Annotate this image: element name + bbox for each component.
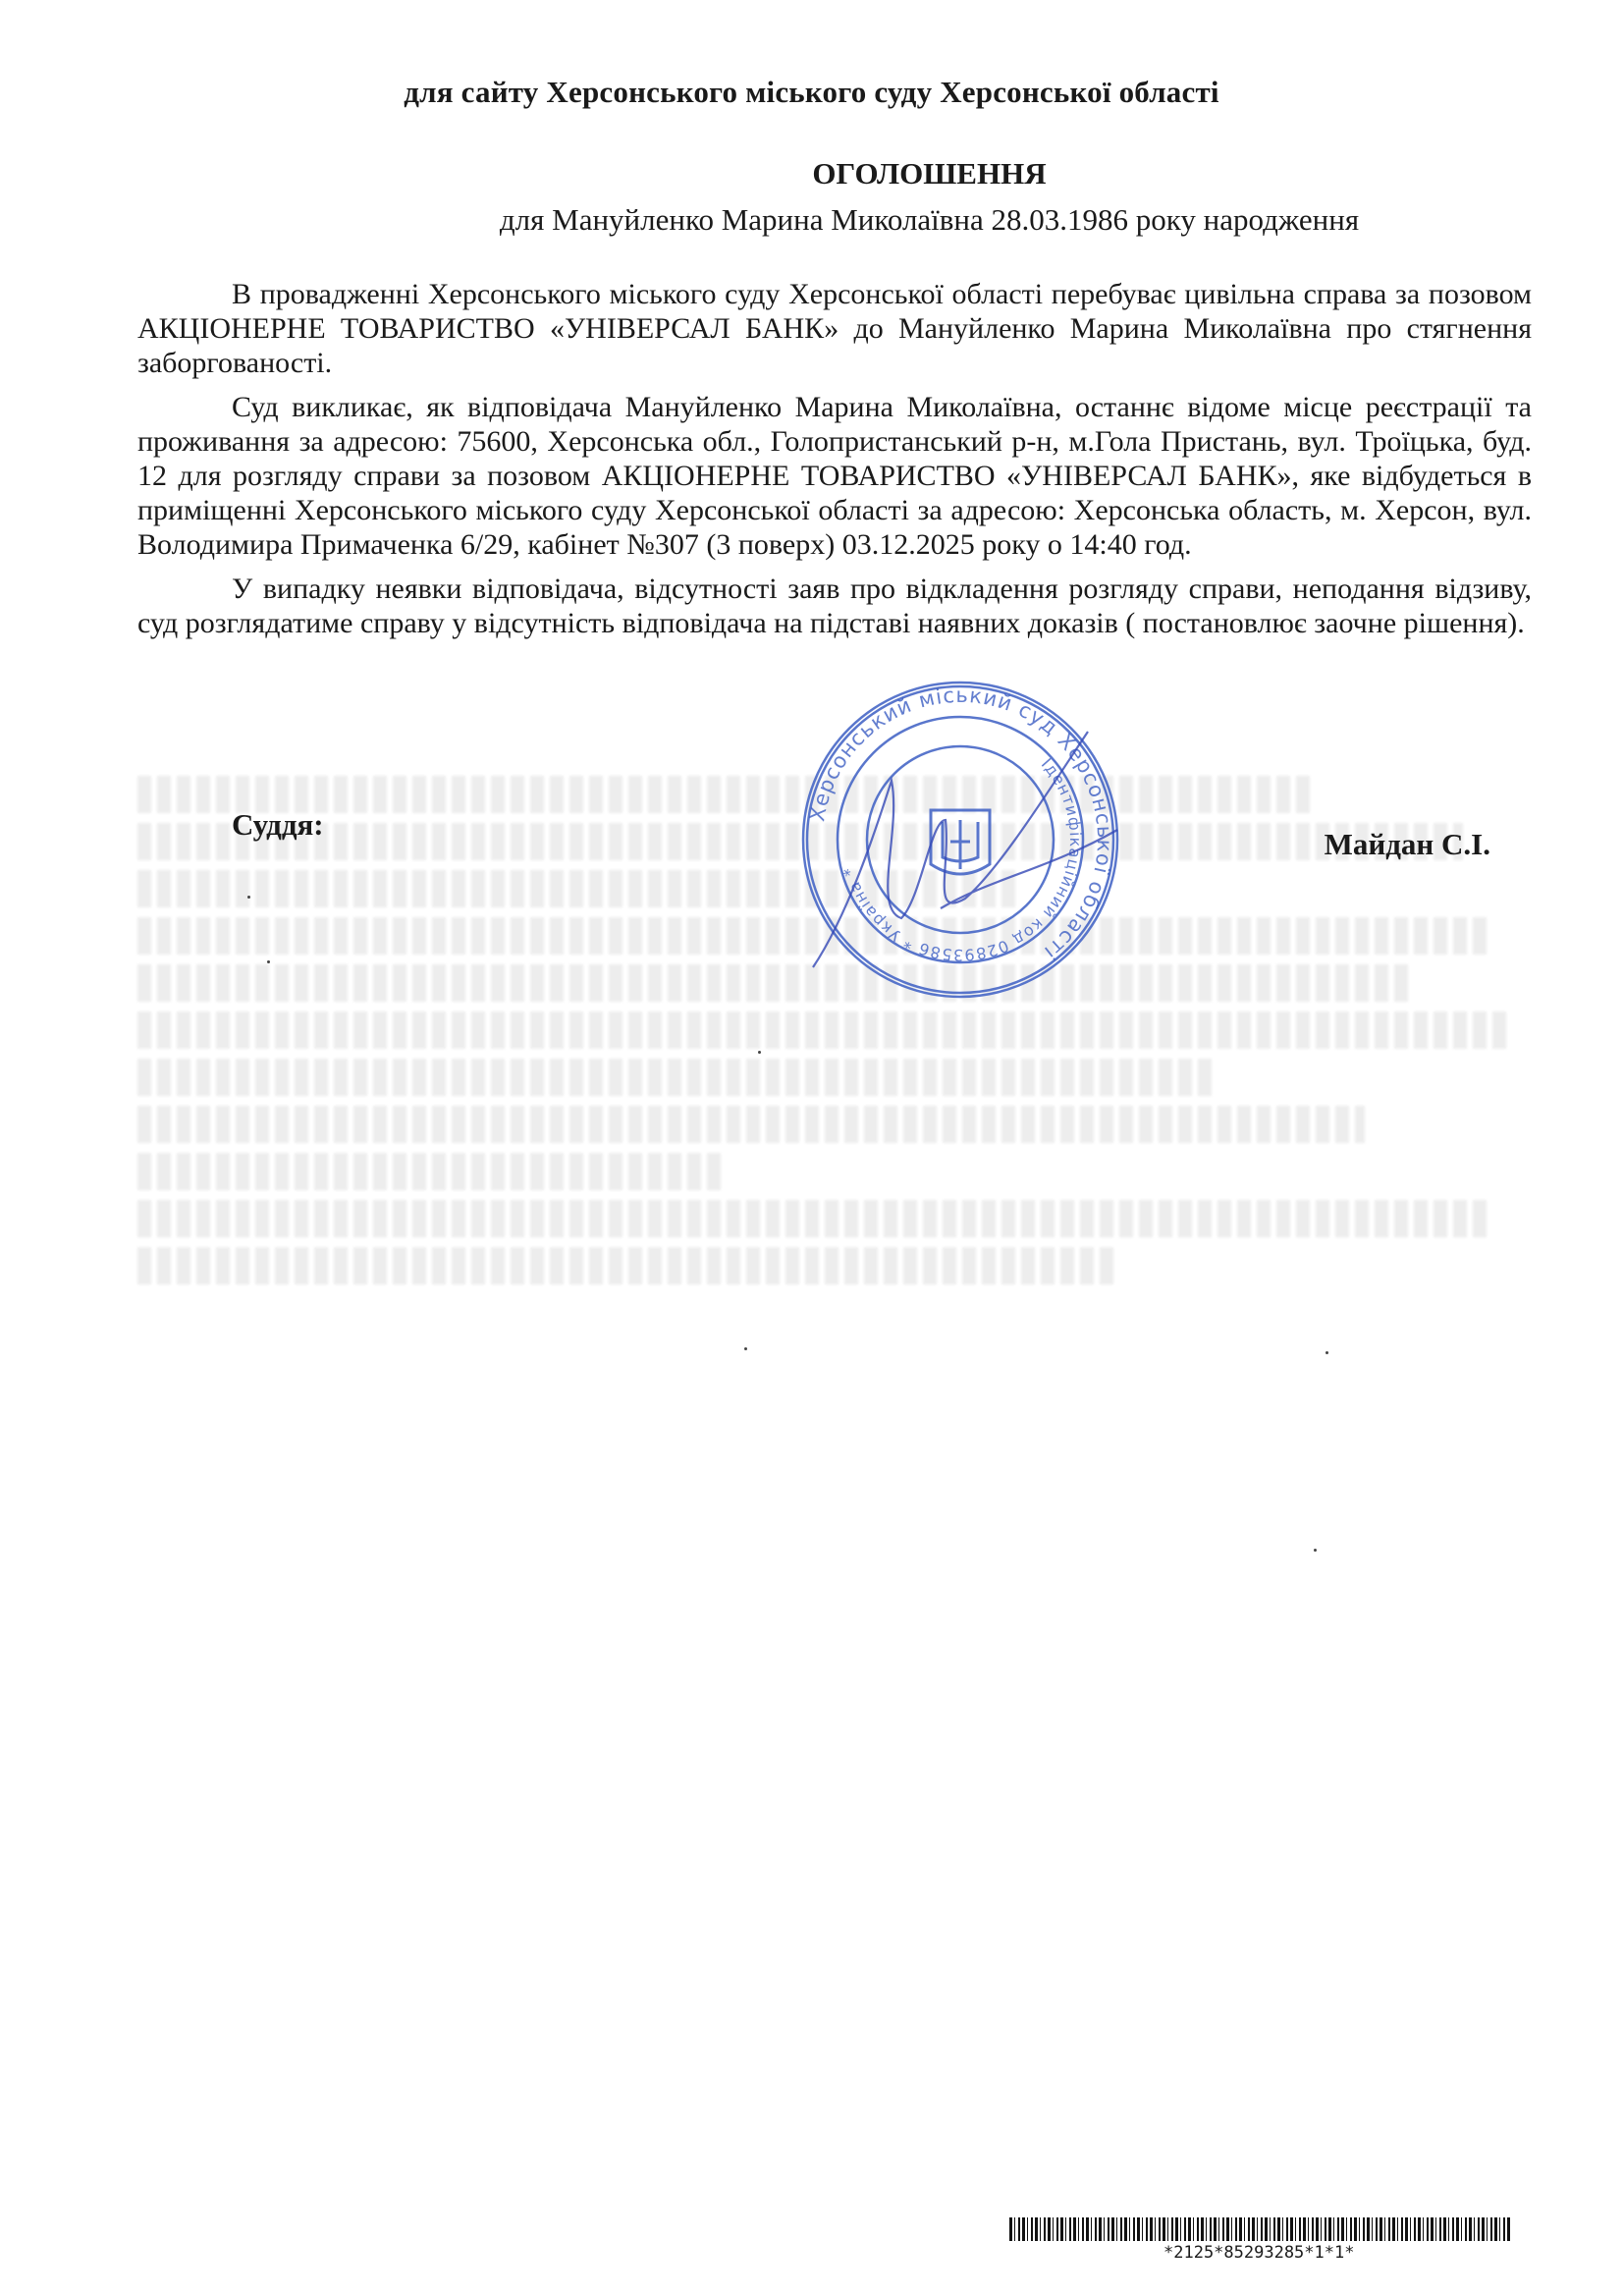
paragraph-summons: Суд викликає, як відповідача Мануйленко Марина Миколаївна, останнє відоме місце реєстрації та проживання за адресою: 75600, Херсонська обл., Голопристанський р-н, м.Гола Пристань, вул. Троїцька, буд. 12 для розгляду справи за позовом АКЦІОНЕРНЕ ТОВАРИСТВО «УНІВЕРСАЛ БАНК», яке відбудеться в приміщенні Херсонського міського суду Херсонської області за адресою: Херсонська область, м. Херсон, вул. Володимира Примаченка 6/29, кабінет №307 (3 поверх) 03.12.2025 року о 14:40 год. — [137, 391, 1532, 561]
document-body — [137, 277, 1532, 650]
document-title: ОГОЛОШЕННЯ — [812, 156, 1047, 191]
judge-name: Майдан С.І. — [1324, 827, 1490, 861]
stamp-outer-text: Херсонський міський суд Херсонської області — [805, 683, 1117, 965]
document-header: для сайту Херсонського міського суду Херсонської області — [404, 75, 1219, 109]
judge-label: Суддя: — [232, 807, 324, 842]
barcode — [1009, 2217, 1512, 2241]
paragraph-consequences: У випадку неявки відповідача, відсутності заяв про відкладення розгляду справи, неподання відзиву, суд розглядатиме справу у відсутність відповідача на підставі наявних доказів ( постановлює заочне рішення). — [137, 573, 1532, 639]
paragraph-case-info: В провадженні Херсонського міського суду Херсонської області перебуває цивільна справа за позовом АКЦІОНЕРНЕ ТОВАРИСТВО «УНІВЕРСАЛ БАНК» до Мануйленко Марина Миколаївна про стягнення заборгованості. — [137, 278, 1532, 379]
court-seal-stamp — [793, 673, 1127, 1007]
document-subtitle: для Мануйленко Марина Миколаївна 28.03.1986 року народження — [499, 202, 1360, 237]
trident-emblem-icon — [931, 810, 990, 874]
barcode-text: *2125*85293285*1*1* — [1163, 2243, 1355, 2263]
stamp-inner-text: Ідентифікаційний код 02893586 * Україна * — [839, 754, 1086, 965]
